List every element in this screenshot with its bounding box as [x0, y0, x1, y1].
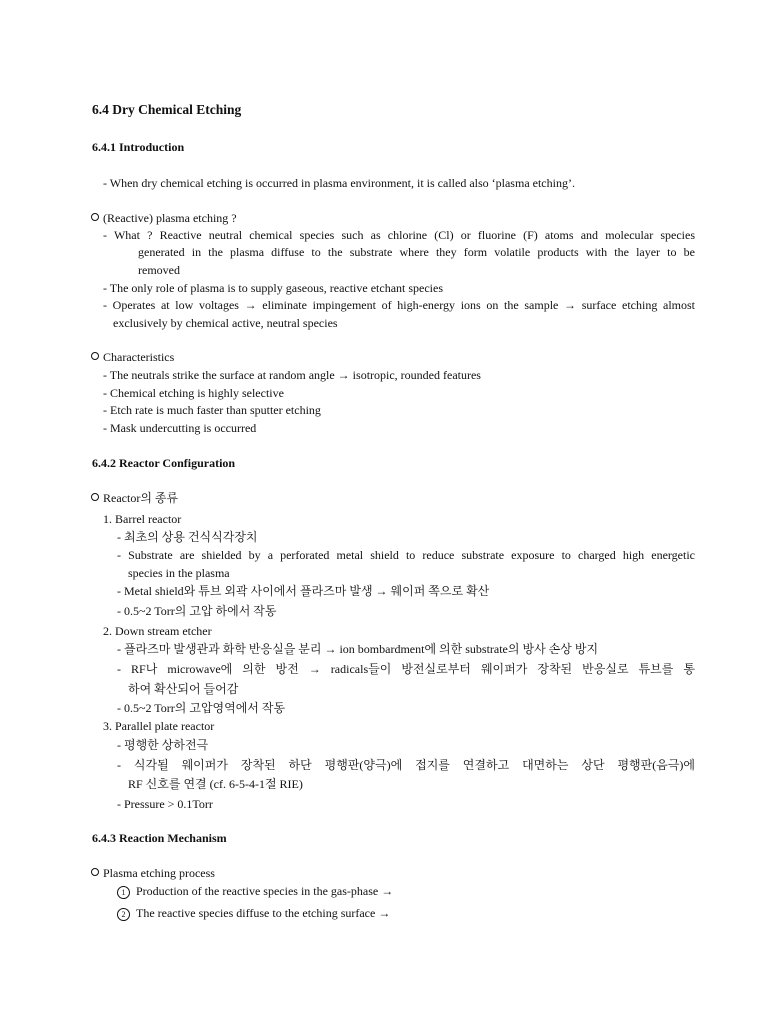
process-step [117, 883, 393, 899]
parallel-plate-reactor-heading: 3. Parallel plate reactor [103, 719, 215, 733]
subsection-title-reactor-configuration: 6.4.2 Reactor Configuration [92, 456, 236, 470]
down-stream-item: - 플라즈마 발생관과 화학 반응실을 분리 → ion bombardment에 의한 substrate의 방사 손상 방지 [117, 642, 599, 656]
barrel-item: - 최초의 상용 건식식각장치 [117, 530, 258, 544]
circle-bullet-icon [91, 868, 99, 876]
parallel-plate-item: - 평행한 상하전극 [117, 738, 209, 752]
down-stream-item-continued: 하여 확산되어 들어감 [128, 682, 239, 696]
circled-number-one-icon: 1 [117, 886, 130, 899]
characteristic-item: - Chemical etching is highly selective [103, 386, 284, 400]
circle-bullet-icon [91, 352, 99, 360]
intro-line: - When dry chemical etching is occurred in plasma environment, it is called also ‘plasma etching’. [103, 176, 575, 190]
plasma-etching-process-heading [91, 865, 215, 881]
characteristic-item: - The neutrals strike the surface at random angle → isotropic, rounded features [103, 368, 481, 382]
circled-number-two-icon: 2 [117, 908, 130, 921]
plasma-role-line: - The only role of plasma is to supply gaseous, reactive etchant species [103, 281, 444, 295]
operates-line-1: - Operates at low voltages → eliminate impingement of high-energy ions on the sample → surface etching almost [103, 298, 695, 312]
plasma-etching-process-heading-text: Plasma etching process [103, 866, 215, 880]
what-line-3: removed [138, 263, 180, 277]
down-stream-item: - RF나 microwave에 의한 방전 → radicals들이 방전실로부터 웨이퍼가 장착된 반응실로 튜브를 통 [117, 662, 695, 676]
parallel-plate-item: - Pressure > 0.1Torr [117, 797, 213, 811]
barrel-item: - Substrate are shielded by a perforated metal shield to reduce substrate exposure to charged high energetic [117, 548, 695, 562]
characteristics-heading [91, 349, 174, 365]
what-line-1: - What ? Reactive neutral chemical species such as chlorine (Cl) or fluorine (F) atoms and molecular species [103, 228, 695, 242]
characteristic-item: - Mask undercutting is occurred [103, 421, 257, 435]
parallel-plate-item-continued: RF 신호를 연결 (cf. 6-5-4-1절 RIE) [128, 777, 303, 791]
circle-bullet-icon [91, 493, 99, 501]
characteristics-heading-text: Characteristics [103, 350, 175, 364]
parallel-plate-item: - 식각될 웨이퍼가 장착된 하단 평행판(양극)에 접지를 연결하고 대면하는 상단 평행판(음극)에 [117, 758, 695, 772]
subsection-title-reaction-mechanism: 6.4.3 Reaction Mechanism [92, 831, 227, 845]
barrel-item-continued: species in the plasma [128, 566, 230, 580]
section-title: 6.4 Dry Chemical Etching [92, 102, 242, 117]
process-step-text: Production of the reactive species in the gas-phase → [136, 884, 394, 898]
reactor-types-heading [91, 490, 178, 506]
barrel-reactor-heading: 1. Barrel reactor [103, 512, 182, 526]
barrel-item: - 0.5~2 Torr의 고압 하에서 작동 [117, 604, 277, 618]
reactor-types-heading-text: Reactor의 종류 [103, 491, 179, 505]
down-stream-item: - 0.5~2 Torr의 고압영역에서 작동 [117, 701, 286, 715]
operates-line-2: exclusively by chemical active, neutral species [113, 316, 338, 330]
plasma-etching-question-text: (Reactive) plasma etching ? [103, 211, 237, 225]
what-line-2: generated in the plasma diffuse to the substrate where they form volatile products with the layer to be [138, 245, 695, 259]
process-step-text: The reactive species diffuse to the etching surface → [136, 906, 391, 920]
barrel-item: - Metal shield와 튜브 외곽 사이에서 플라즈마 발생 → 웨이퍼 쪽으로 확산 [117, 584, 490, 598]
circle-bullet-icon [91, 213, 99, 221]
down-stream-etcher-heading: 2. Down stream etcher [103, 624, 212, 638]
characteristic-item: - Etch rate is much faster than sputter etching [103, 403, 321, 417]
process-step [117, 905, 390, 921]
subsection-title-introduction: 6.4.1 Introduction [92, 140, 185, 154]
plasma-etching-question [91, 210, 237, 226]
